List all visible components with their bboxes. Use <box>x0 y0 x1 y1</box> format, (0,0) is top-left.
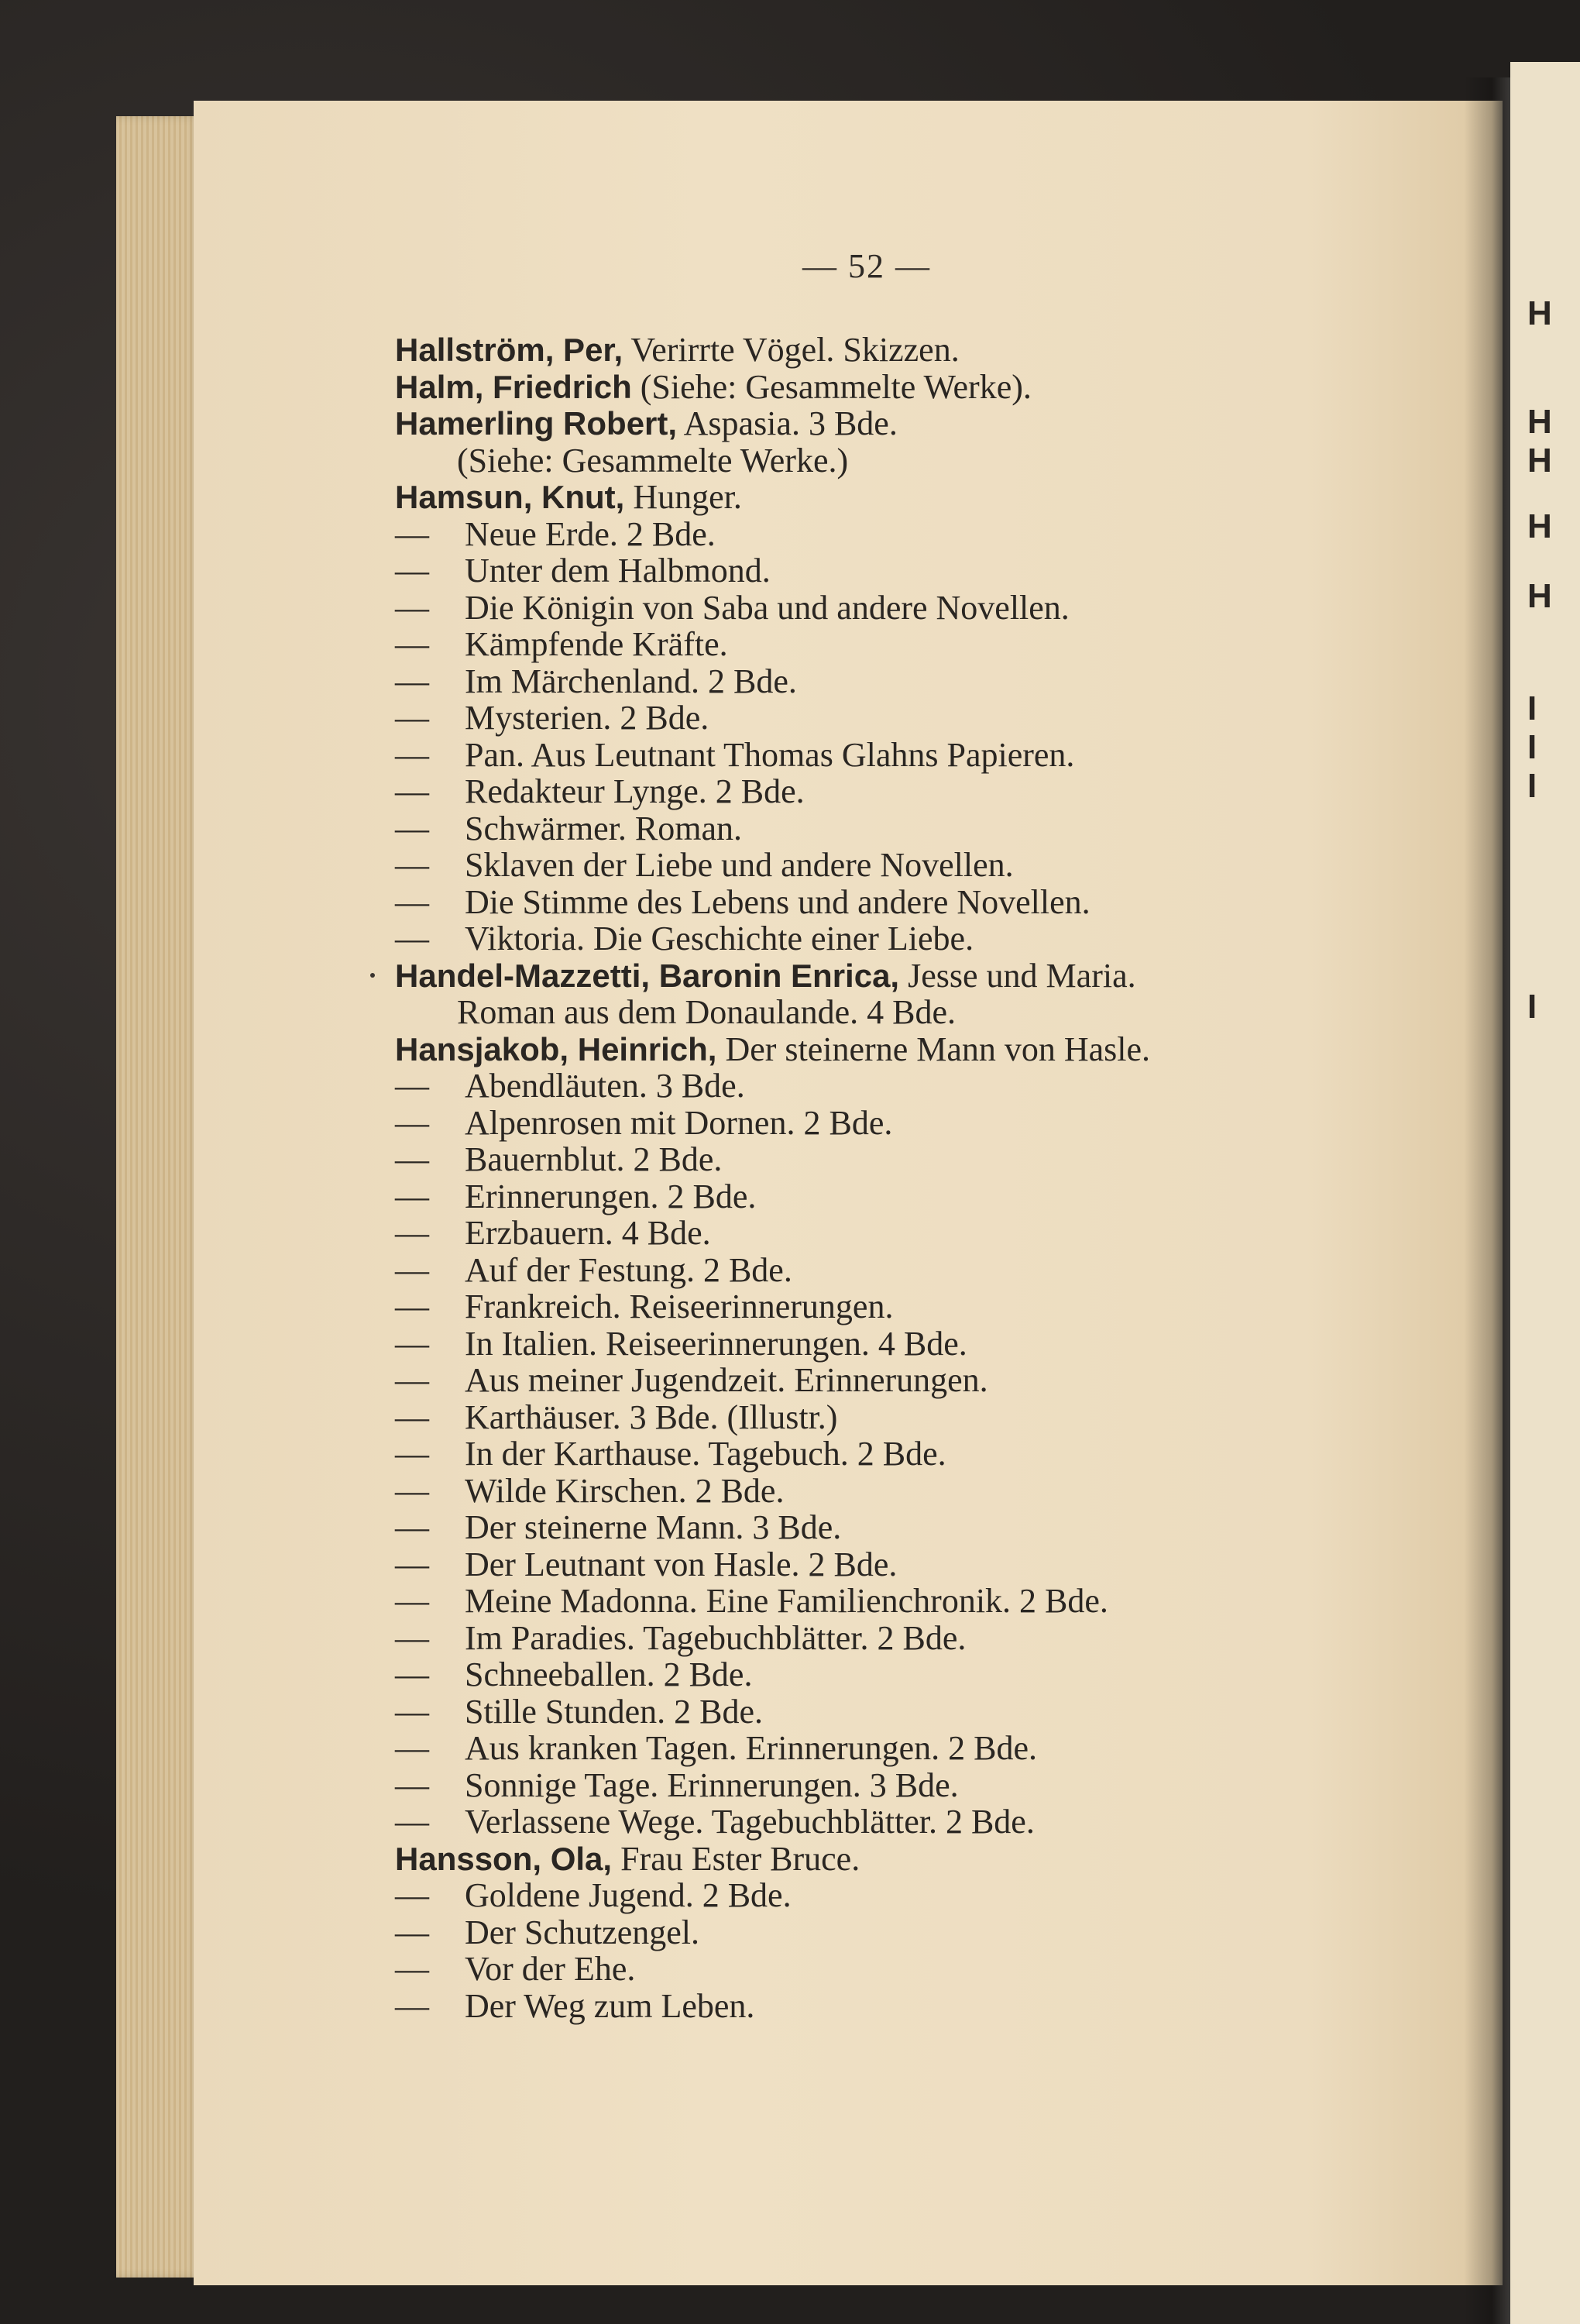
ditto-dash: — <box>395 625 429 663</box>
catalog-line <box>395 1546 1495 1583</box>
title-text: Der Schutzengel. <box>465 1913 699 1951</box>
catalog-line <box>395 1693 1495 1731</box>
adjacent-page-fragment: H <box>1527 507 1552 545</box>
ditto-dash: — <box>395 1397 429 1436</box>
ditto-dash: — <box>395 1508 429 1546</box>
ditto-dash: — <box>395 1765 429 1804</box>
page-edges <box>116 116 201 2278</box>
ditto-dash: — <box>395 1361 429 1399</box>
catalog-line <box>395 1620 1495 1657</box>
title-text: Frankreich. Reiseerinnerungen. <box>465 1287 894 1325</box>
title-text: Der steinerne Mann. 3 Bde. <box>465 1508 842 1546</box>
catalog-line <box>395 1877 1495 1914</box>
title-text: Stille Stunden. 2 Bde. <box>465 1692 763 1731</box>
catalog-line <box>395 479 1495 516</box>
ditto-dash: — <box>395 1471 429 1510</box>
title-text: Aus meiner Jugendzeit. Erinnerungen. <box>465 1361 988 1399</box>
catalog-line <box>395 332 1495 369</box>
catalog-line <box>395 442 1495 480</box>
title-text: Aus kranken Tagen. Erinnerungen. 2 Bde. <box>465 1729 1038 1767</box>
catalog-line <box>395 1951 1495 1988</box>
title-text: Redakteur Lynge. 2 Bde. <box>465 772 805 810</box>
catalog-line <box>395 516 1495 553</box>
ditto-dash: — <box>395 846 429 884</box>
title-text: Verirrte Vögel. Skizzen. <box>623 331 960 369</box>
catalog-line <box>395 1583 1495 1620</box>
ditto-dash: — <box>395 1214 429 1252</box>
catalog-line <box>395 626 1495 663</box>
adjacent-page-fragment: H <box>1527 442 1552 480</box>
catalog-line <box>395 1252 1495 1289</box>
ditto-dash: — <box>395 1250 429 1289</box>
catalog-line <box>395 1362 1495 1399</box>
ditto-dash: — <box>395 1729 429 1767</box>
title-text: Wilde Kirschen. 2 Bde. <box>465 1471 785 1510</box>
ditto-dash: — <box>395 514 429 553</box>
title-text: Verlassene Wege. Tagebuchblätter. 2 Bde. <box>465 1803 1035 1841</box>
catalog-line <box>395 1803 1495 1841</box>
author-name: Hamsun, Knut, <box>395 479 625 515</box>
title-text: Schwärmer. Roman. <box>465 809 743 847</box>
ditto-dash: — <box>395 772 429 810</box>
adjacent-page-fragment: I <box>1527 689 1537 727</box>
continuation-text: (Siehe: Gesammelte Werke.) <box>457 441 849 480</box>
title-text: (Siehe: Gesammelte Werke). <box>631 367 1032 406</box>
ditto-dash: — <box>395 1692 429 1731</box>
ditto-dash: — <box>395 1324 429 1363</box>
title-text: Erinnerungen. 2 Bde. <box>465 1177 757 1215</box>
title-text: Unter dem Halbmond. <box>465 552 771 590</box>
ditto-dash: — <box>395 735 429 774</box>
catalog-line <box>395 1141 1495 1178</box>
adjacent-page-fragment: I <box>1527 988 1537 1026</box>
title-text: Bauernblut. 2 Bde. <box>465 1140 723 1178</box>
catalog-line <box>395 700 1495 737</box>
title-text: Auf der Festung. 2 Bde. <box>465 1250 792 1289</box>
margin-mark <box>370 973 375 978</box>
title-text: Sklaven der Liebe und andere Novellen. <box>465 846 1014 884</box>
ditto-dash: — <box>395 1582 429 1620</box>
catalog-line <box>395 369 1495 406</box>
ditto-dash: — <box>395 1876 429 1914</box>
ditto-dash: — <box>395 882 429 921</box>
title-text: Viktoria. Die Geschichte einer Liebe. <box>465 920 974 957</box>
title-text: Goldene Jugend. 2 Bde. <box>465 1876 792 1914</box>
catalog-line <box>395 1730 1495 1767</box>
catalog-line <box>395 1105 1495 1142</box>
continuation-text: Roman aus dem Donaulande. 4 Bde. <box>457 993 956 1031</box>
author-name: Hansjakob, Heinrich, <box>395 1030 717 1067</box>
ditto-dash: — <box>395 809 429 847</box>
title-text: Erzbauern. 4 Bde. <box>465 1214 711 1252</box>
ditto-dash: — <box>395 1803 429 1841</box>
ditto-dash: — <box>395 1655 429 1693</box>
catalog-line <box>395 1841 1495 1878</box>
title-text: Neue Erde. 2 Bde. <box>465 514 716 553</box>
catalog-line <box>395 847 1495 884</box>
title-text: In der Karthause. Tagebuch. 2 Bde. <box>465 1435 946 1473</box>
adjacent-page-fragment: H <box>1527 403 1552 441</box>
catalog-line <box>395 920 1495 957</box>
ditto-dash: — <box>395 1140 429 1178</box>
catalog-line <box>395 773 1495 810</box>
catalog-line <box>395 1656 1495 1693</box>
title-text: Der steinerne Mann von Hasle. <box>716 1030 1151 1068</box>
catalog-line <box>395 1509 1495 1546</box>
title-text: Schneeballen. 2 Bde. <box>465 1655 753 1693</box>
catalog-line <box>395 1473 1495 1510</box>
title-text: Meine Madonna. Eine Familienchronik. 2 Bde. <box>465 1582 1108 1620</box>
ditto-dash: — <box>395 1287 429 1325</box>
author-name: Hamerling Robert, <box>395 405 678 442</box>
catalog-line <box>395 552 1495 590</box>
catalog-line <box>395 1914 1495 1951</box>
title-text: In Italien. Reiseerinnerungen. 4 Bde. <box>465 1324 967 1363</box>
ditto-dash: — <box>395 588 429 627</box>
ditto-dash: — <box>395 1913 429 1951</box>
ditto-dash: — <box>395 1986 429 2025</box>
adjacent-page-fragment: H <box>1527 294 1552 332</box>
catalog-line <box>395 1767 1495 1804</box>
ditto-dash: — <box>395 1103 429 1142</box>
page-number: — 52 — <box>802 247 931 285</box>
ditto-dash: — <box>395 662 429 700</box>
ditto-dash: — <box>395 1618 429 1657</box>
author-name: Halm, Friedrich <box>395 368 632 405</box>
catalog-line <box>395 590 1495 627</box>
catalog-line <box>395 1178 1495 1215</box>
author-name: Handel-Mazzetti, Baronin Enrica, <box>395 957 900 994</box>
ditto-dash: — <box>395 1067 429 1105</box>
catalog-line <box>395 957 1495 995</box>
title-text: Mysterien. 2 Bde. <box>465 699 709 737</box>
catalog-line <box>395 1215 1495 1252</box>
adjacent-page-fragment: I <box>1527 767 1537 805</box>
ditto-dash: — <box>395 699 429 737</box>
title-text: Hunger. <box>624 478 742 516</box>
title-text: Jesse und Maria. <box>899 956 1136 995</box>
adjacent-page <box>1510 62 1580 2324</box>
ditto-dash: — <box>395 1177 429 1215</box>
catalog-line <box>395 1031 1495 1068</box>
title-text: Pan. Aus Leutnant Thomas Glahns Papieren. <box>465 735 1075 774</box>
title-text: Karthäuser. 3 Bde. (Illustr.) <box>465 1397 838 1436</box>
title-text: Der Weg zum Leben. <box>465 1986 755 2025</box>
ditto-dash: — <box>395 552 429 590</box>
title-text: Kämpfende Kräfte. <box>465 625 728 663</box>
title-text: Abendläuten. 3 Bde. <box>465 1067 745 1105</box>
title-text: Sonnige Tage. Erinnerungen. 3 Bde. <box>465 1765 959 1804</box>
catalog-line <box>395 737 1495 774</box>
title-text: Im Paradies. Tagebuchblätter. 2 Bde. <box>465 1618 967 1657</box>
catalog-line <box>395 884 1495 921</box>
catalog-line <box>395 1399 1495 1436</box>
ditto-dash: — <box>395 1435 429 1473</box>
ditto-dash: — <box>395 1950 429 1988</box>
catalog-line <box>395 1067 1495 1105</box>
title-text: Im Märchenland. 2 Bde. <box>465 662 797 700</box>
title-text: Alpenrosen mit Dornen. 2 Bde. <box>465 1103 893 1142</box>
catalog-line <box>395 1435 1495 1473</box>
title-text: Vor der Ehe. <box>465 1950 636 1988</box>
author-name: Hallström, Per, <box>395 332 623 368</box>
catalog-line <box>395 994 1495 1031</box>
title-text: Die Königin von Saba und andere Novellen. <box>465 588 1070 627</box>
catalog-line <box>395 1325 1495 1363</box>
author-name: Hansson, Ola, <box>395 1840 613 1877</box>
catalog-line <box>395 1988 1495 2025</box>
adjacent-page-fragment: I <box>1527 728 1537 766</box>
ditto-dash: — <box>395 1545 429 1583</box>
catalog-line <box>395 663 1495 700</box>
title-text: Die Stimme des Lebens und andere Novellen. <box>465 882 1091 921</box>
catalog-line <box>395 1288 1495 1325</box>
adjacent-page-fragment: H <box>1527 577 1552 615</box>
catalog-line <box>395 405 1495 442</box>
catalog-entries <box>395 332 1495 2024</box>
title-text: Frau Ester Bruce. <box>612 1839 860 1878</box>
ditto-dash: — <box>395 920 429 957</box>
title-text: Aspasia. 3 Bde. <box>677 404 898 442</box>
catalog-line <box>395 810 1495 847</box>
title-text: Der Leutnant von Hasle. 2 Bde. <box>465 1545 898 1583</box>
